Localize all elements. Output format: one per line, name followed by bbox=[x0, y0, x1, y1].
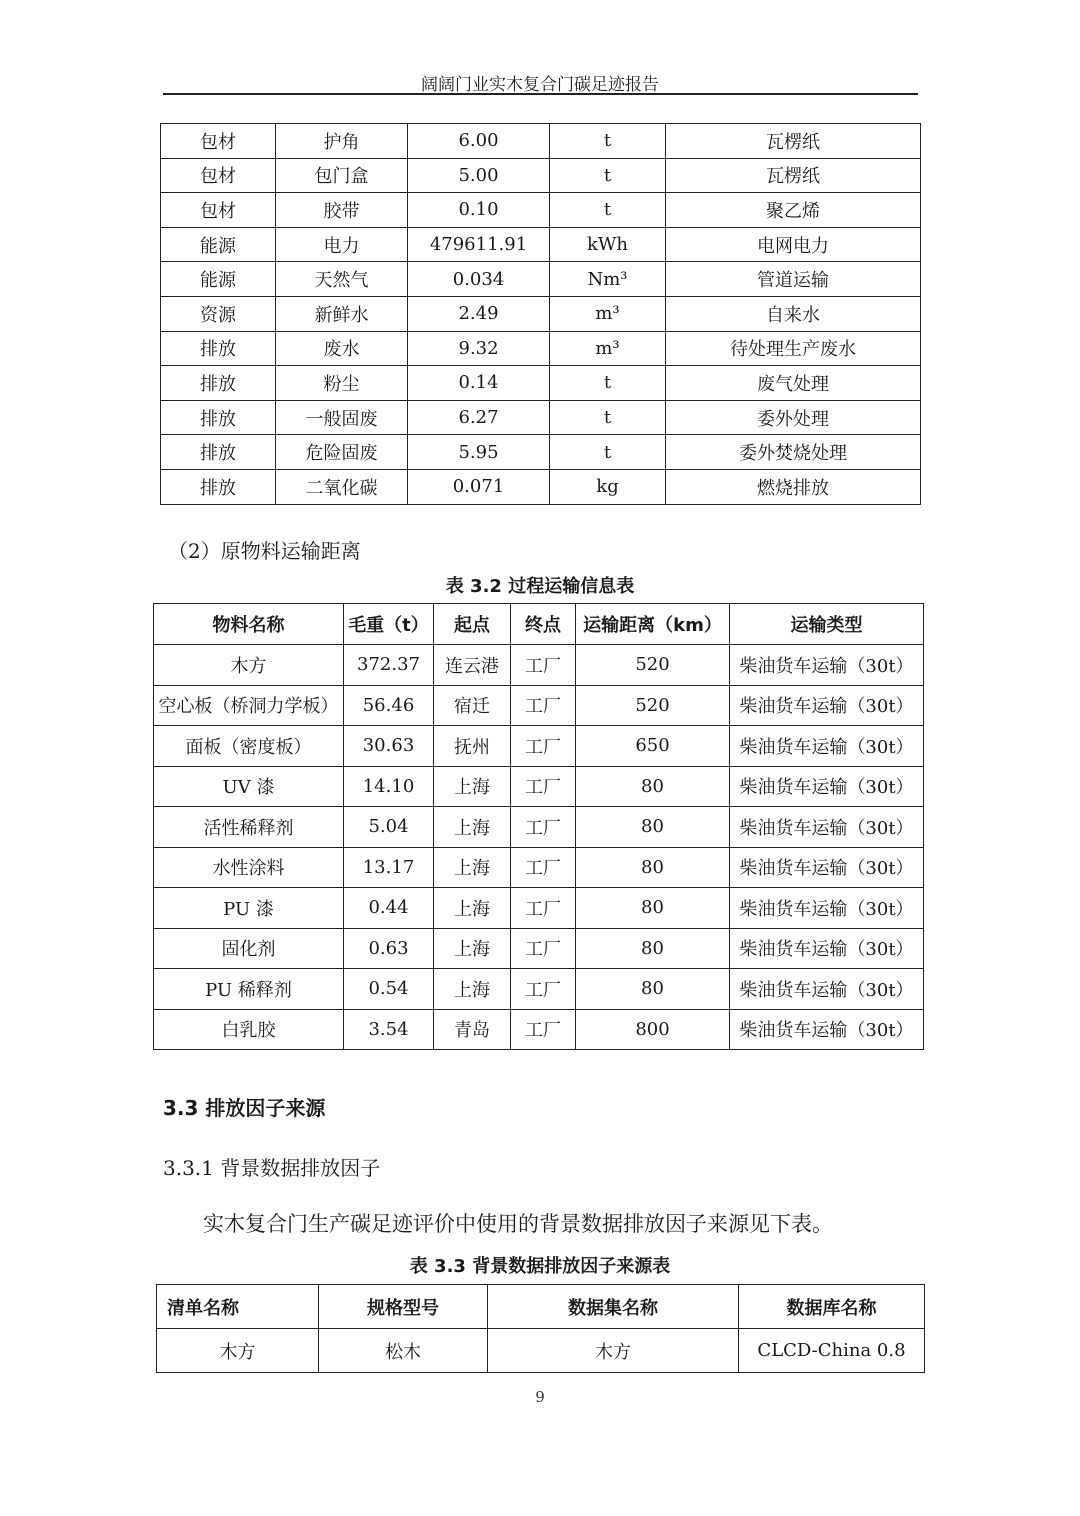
column-header: 规格型号 bbox=[319, 1285, 488, 1329]
table-row bbox=[161, 158, 921, 193]
section-transport-heading: （2）原物料运输距离 bbox=[168, 539, 361, 563]
page-header-title: 阔阔门业实木复合门碳足迹报告 bbox=[421, 75, 659, 95]
table-cell: 能源 bbox=[161, 227, 276, 262]
table-row bbox=[161, 262, 921, 297]
table-cell: 56.46 bbox=[344, 685, 434, 726]
table-cell: 一般固废 bbox=[276, 400, 408, 435]
table-cell: 二氧化碳 bbox=[276, 469, 408, 504]
table-cell: 抚州 bbox=[434, 726, 511, 767]
table-cell: 木方 bbox=[154, 645, 344, 686]
section-3-3-heading: 3.3 排放因子来源 bbox=[163, 1096, 326, 1120]
table-row bbox=[161, 469, 921, 504]
table-row bbox=[161, 193, 921, 228]
table-cell: 9.32 bbox=[408, 331, 550, 366]
table-cell: t bbox=[550, 400, 666, 435]
table-cell: 包材 bbox=[161, 158, 276, 193]
table-cell: 空心板（桥洞力学板） bbox=[154, 685, 344, 726]
table-cell: 面板（密度板） bbox=[154, 726, 344, 767]
table-cell: 柴油货车运输（30t） bbox=[730, 766, 924, 807]
table-cell: PU 稀释剂 bbox=[154, 969, 344, 1010]
table-cell: 待处理生产废水 bbox=[666, 331, 921, 366]
table-cell: 80 bbox=[576, 847, 730, 888]
table-cell: 包材 bbox=[161, 193, 276, 228]
table-cell: 新鲜水 bbox=[276, 296, 408, 331]
table-cell: 青岛 bbox=[434, 1009, 511, 1050]
table-cell: 上海 bbox=[434, 888, 511, 929]
table-cell: 瓦楞纸 bbox=[666, 124, 921, 159]
table-cell: t bbox=[550, 193, 666, 228]
table-cell: m³ bbox=[550, 331, 666, 366]
table-cell: 上海 bbox=[434, 847, 511, 888]
table-cell: 连云港 bbox=[434, 645, 511, 686]
table-cell: 工厂 bbox=[511, 888, 576, 929]
table-cell: 2.49 bbox=[408, 296, 550, 331]
table-cell: 6.00 bbox=[408, 124, 550, 159]
table-3-2-caption: 表 3.2 过程运输信息表 bbox=[445, 576, 635, 597]
table-cell: 0.071 bbox=[408, 469, 550, 504]
table-row bbox=[154, 1009, 924, 1050]
transport-info-table bbox=[153, 603, 924, 1050]
table-cell: 工厂 bbox=[511, 726, 576, 767]
table-cell: 工厂 bbox=[511, 969, 576, 1010]
table-cell: 燃烧排放 bbox=[666, 469, 921, 504]
table-cell: 5.04 bbox=[344, 807, 434, 848]
table-row bbox=[161, 124, 921, 159]
column-header: 清单名称 bbox=[157, 1285, 319, 1329]
table-cell: 粉尘 bbox=[276, 366, 408, 401]
table-cell: Nm³ bbox=[550, 262, 666, 297]
table-row bbox=[154, 766, 924, 807]
header-divider bbox=[163, 93, 918, 95]
table-cell: 0.10 bbox=[408, 193, 550, 228]
table-row bbox=[154, 726, 924, 767]
table-cell: 0.44 bbox=[344, 888, 434, 929]
table-cell: 6.27 bbox=[408, 400, 550, 435]
table-row bbox=[161, 296, 921, 331]
table-row bbox=[161, 227, 921, 262]
table-cell: 废气处理 bbox=[666, 366, 921, 401]
table-3-3-caption: 表 3.3 背景数据排放因子来源表 bbox=[409, 1256, 671, 1277]
table-cell: 排放 bbox=[161, 400, 276, 435]
table-cell: 柴油货车运输（30t） bbox=[730, 645, 924, 686]
table-cell: 3.54 bbox=[344, 1009, 434, 1050]
table-cell: 水性涂料 bbox=[154, 847, 344, 888]
table-cell: 工厂 bbox=[511, 766, 576, 807]
table-header-row bbox=[154, 604, 924, 645]
table-cell: 聚乙烯 bbox=[666, 193, 921, 228]
table-cell: 能源 bbox=[161, 262, 276, 297]
table-cell: 上海 bbox=[434, 969, 511, 1010]
column-header: 终点 bbox=[511, 604, 576, 645]
table-cell: 工厂 bbox=[511, 1009, 576, 1050]
table-cell: 柴油货车运输（30t） bbox=[730, 928, 924, 969]
table-row bbox=[154, 928, 924, 969]
table-cell: 电网电力 bbox=[666, 227, 921, 262]
table-cell: 工厂 bbox=[511, 928, 576, 969]
table-cell: 委外处理 bbox=[666, 400, 921, 435]
table-cell: m³ bbox=[550, 296, 666, 331]
table-cell: 80 bbox=[576, 928, 730, 969]
table-cell: 工厂 bbox=[511, 807, 576, 848]
table-cell: 资源 bbox=[161, 296, 276, 331]
material-energy-table bbox=[160, 123, 921, 505]
table-row bbox=[154, 645, 924, 686]
column-header: 数据库名称 bbox=[739, 1285, 925, 1329]
table-cell: 护角 bbox=[276, 124, 408, 159]
table-cell: 柴油货车运输（30t） bbox=[730, 726, 924, 767]
table-cell: 自来水 bbox=[666, 296, 921, 331]
section-3-3-1-heading: 3.3.1 背景数据排放因子 bbox=[163, 1156, 381, 1180]
table-cell: 排放 bbox=[161, 435, 276, 470]
table-cell: 包材 bbox=[161, 124, 276, 159]
table-cell: t bbox=[550, 366, 666, 401]
table-cell: 372.37 bbox=[344, 645, 434, 686]
table-row bbox=[161, 400, 921, 435]
column-header: 运输类型 bbox=[730, 604, 924, 645]
table-cell: t bbox=[550, 435, 666, 470]
table-cell: 危险固废 bbox=[276, 435, 408, 470]
table-row bbox=[154, 807, 924, 848]
table-cell: 木方 bbox=[157, 1329, 319, 1373]
table-cell: CLCD-China 0.8 bbox=[739, 1329, 925, 1373]
table-cell: 520 bbox=[576, 685, 730, 726]
column-header: 运输距离（km） bbox=[576, 604, 730, 645]
table-cell: 工厂 bbox=[511, 645, 576, 686]
table-cell: 0.54 bbox=[344, 969, 434, 1010]
section-paragraph: 实木复合门生产碳足迹评价中使用的背景数据排放因子来源见下表。 bbox=[203, 1212, 833, 1236]
table-cell: 柴油货车运输（30t） bbox=[730, 969, 924, 1010]
table-cell: 13.17 bbox=[344, 847, 434, 888]
table-row bbox=[157, 1329, 925, 1373]
column-header: 毛重（t） bbox=[344, 604, 434, 645]
table-cell: 650 bbox=[576, 726, 730, 767]
table-cell: 80 bbox=[576, 969, 730, 1010]
column-header: 数据集名称 bbox=[488, 1285, 739, 1329]
table-cell: 80 bbox=[576, 807, 730, 848]
column-header: 起点 bbox=[434, 604, 511, 645]
table-row bbox=[154, 888, 924, 929]
table-row bbox=[161, 435, 921, 470]
table-cell: kg bbox=[550, 469, 666, 504]
table-cell: 5.00 bbox=[408, 158, 550, 193]
table-cell: 排放 bbox=[161, 469, 276, 504]
table-cell: 柴油货车运输（30t） bbox=[730, 807, 924, 848]
table-row bbox=[154, 969, 924, 1010]
table-cell: UV 漆 bbox=[154, 766, 344, 807]
table-cell: 瓦楞纸 bbox=[666, 158, 921, 193]
table-header-row bbox=[157, 1285, 925, 1329]
table-cell: 天然气 bbox=[276, 262, 408, 297]
table-cell: 上海 bbox=[434, 928, 511, 969]
table-cell: 木方 bbox=[488, 1329, 739, 1373]
table-cell: 0.14 bbox=[408, 366, 550, 401]
table-cell: 柴油货车运输（30t） bbox=[730, 685, 924, 726]
table-cell: t bbox=[550, 158, 666, 193]
table-cell: 柴油货车运输（30t） bbox=[730, 847, 924, 888]
table-cell: 上海 bbox=[434, 766, 511, 807]
table-cell: 800 bbox=[576, 1009, 730, 1050]
table-cell: 80 bbox=[576, 766, 730, 807]
table-cell: 排放 bbox=[161, 331, 276, 366]
table-cell: 电力 bbox=[276, 227, 408, 262]
table-cell: 5.95 bbox=[408, 435, 550, 470]
table-cell: 委外焚烧处理 bbox=[666, 435, 921, 470]
table-cell: 松木 bbox=[319, 1329, 488, 1373]
table-cell: 废水 bbox=[276, 331, 408, 366]
table-cell: 包门盒 bbox=[276, 158, 408, 193]
table-cell: 活性稀释剂 bbox=[154, 807, 344, 848]
table-cell: 柴油货车运输（30t） bbox=[730, 1009, 924, 1050]
table-cell: 14.10 bbox=[344, 766, 434, 807]
table-cell: t bbox=[550, 124, 666, 159]
table-cell: 80 bbox=[576, 888, 730, 929]
table-cell: kWh bbox=[550, 227, 666, 262]
table-cell: 520 bbox=[576, 645, 730, 686]
table-cell: 白乳胶 bbox=[154, 1009, 344, 1050]
table-row bbox=[161, 366, 921, 401]
table-cell: 排放 bbox=[161, 366, 276, 401]
table-cell: PU 漆 bbox=[154, 888, 344, 929]
column-header: 物料名称 bbox=[154, 604, 344, 645]
table-row bbox=[154, 847, 924, 888]
table-cell: 工厂 bbox=[511, 685, 576, 726]
table-row bbox=[161, 331, 921, 366]
table-cell: 0.63 bbox=[344, 928, 434, 969]
table-cell: 胶带 bbox=[276, 193, 408, 228]
table-cell: 宿迁 bbox=[434, 685, 511, 726]
table-cell: 管道运输 bbox=[666, 262, 921, 297]
emission-factor-source-table bbox=[156, 1284, 925, 1373]
table-cell: 0.034 bbox=[408, 262, 550, 297]
table-cell: 479611.91 bbox=[408, 227, 550, 262]
table-cell: 上海 bbox=[434, 807, 511, 848]
table-row bbox=[154, 685, 924, 726]
table-cell: 工厂 bbox=[511, 847, 576, 888]
page-number: 9 bbox=[535, 1388, 545, 1406]
table-cell: 30.63 bbox=[344, 726, 434, 767]
table-cell: 固化剂 bbox=[154, 928, 344, 969]
table-cell: 柴油货车运输（30t） bbox=[730, 888, 924, 929]
